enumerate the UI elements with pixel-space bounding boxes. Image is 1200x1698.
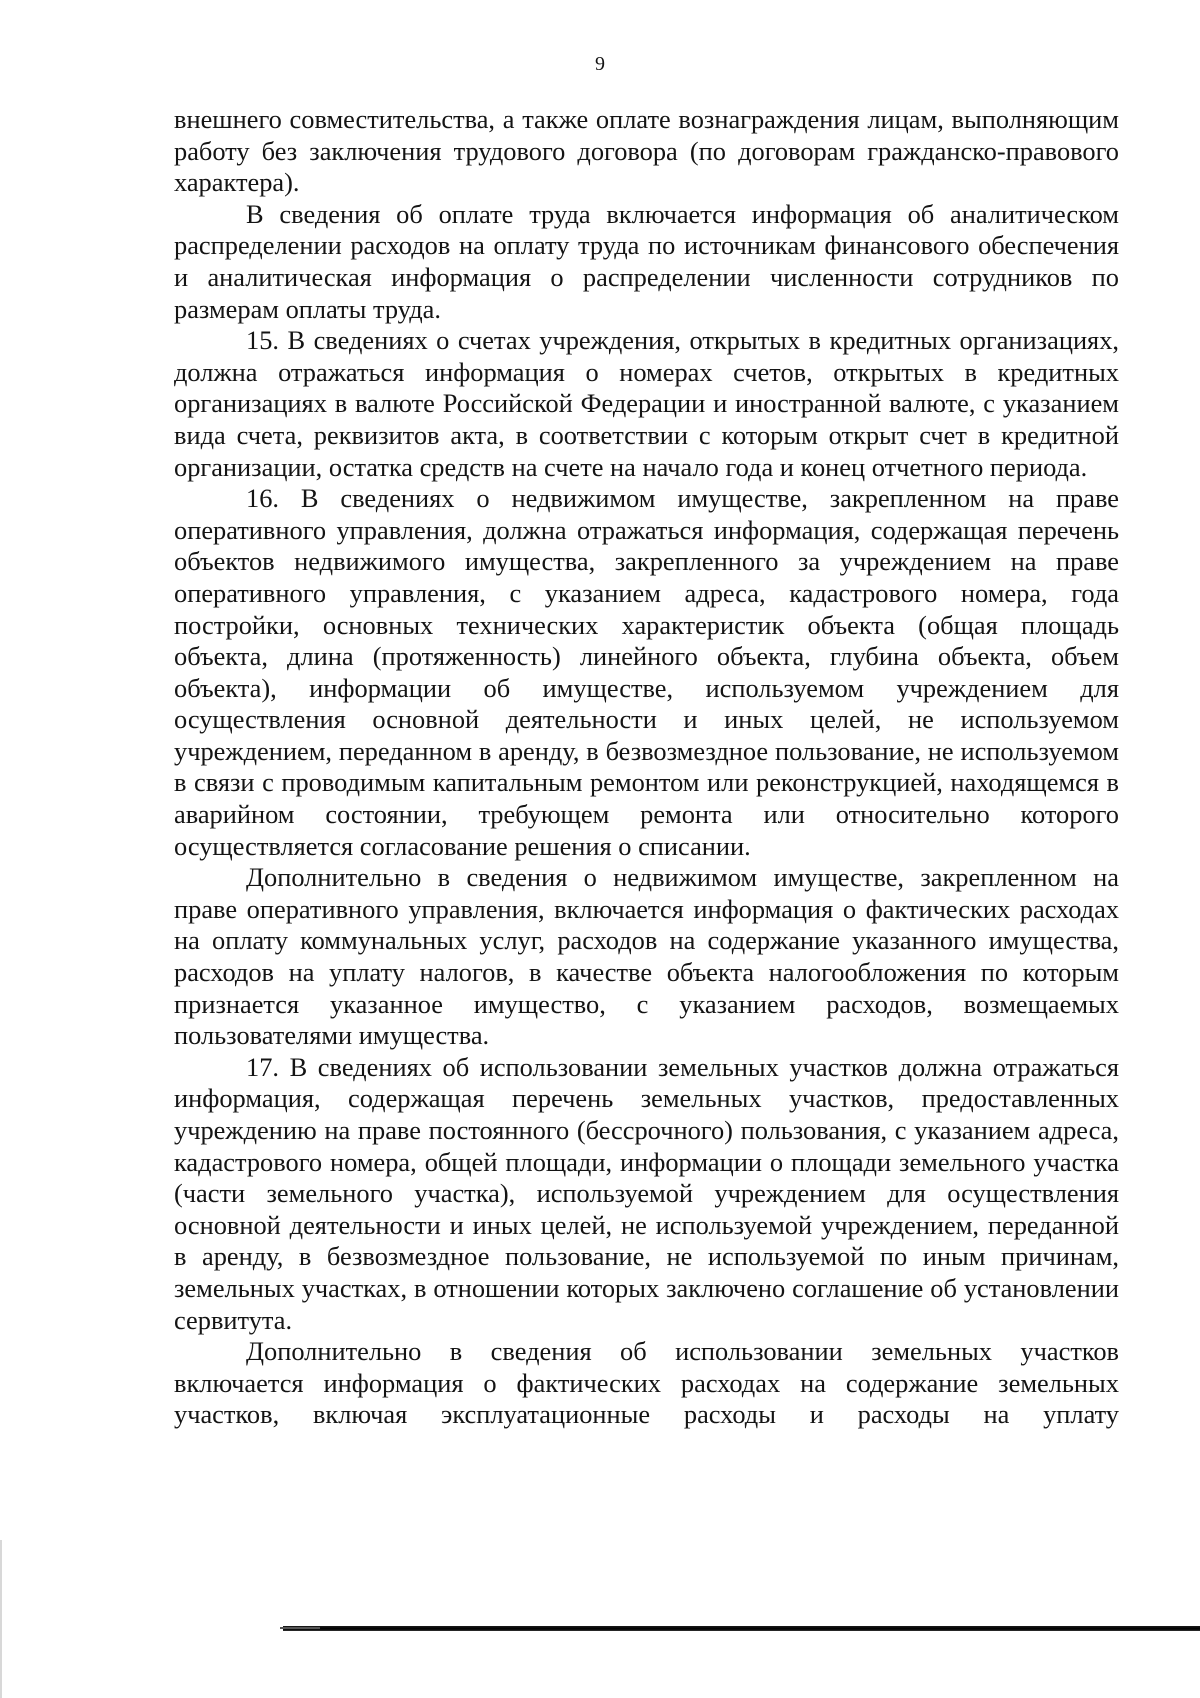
document-body [174, 104, 1119, 1431]
paragraph-payroll-info: В сведения об оплате труда включается информация об аналитическом распределении расходов на оплату труда по источникам финансового обеспечения и аналитическая информация о распределении численности сотрудников по размерам оплаты труда. [174, 198, 1119, 324]
paragraph-real-estate-expenses: Дополнительно в сведения о недвижимом имуществе, закрепленном на праве оперативного управления, включается информация о фактических расходах на оплату коммунальных услуг, расходов на содержание указанного имущества, расходов на уплату налогов, в качестве объекта налогообложения по которым признается указанное имущество, с указанием расходов, возмещаемых пользователями имущества. [174, 862, 1119, 1051]
scan-left-edge [0, 1540, 2, 1698]
paragraph-16-real-estate: 16. В сведениях о недвижимом имуществе, закрепленном на праве оперативного управления, должна отражаться информация, содержащая перечень объектов недвижимого имущества, закрепленного за учреждением на праве оперативного управления, с указанием адреса, кадастрового номера, года постройки, основных технических характеристик объекта (общая площадь объекта, длина (протяженность) линейного объекта, глубина объекта, объем объекта), информации об имуществе, используемом учреждением для осуществления основной деятельности и иных целей, не используемом учреждением, переданном в аренду, в безвозмездное пользование, не используемом в связи с проводимым капитальным ремонтом или реконструкцией, находящемся в аварийном состоянии, требующем ремонта или относительно которого осуществляется согласование решения о списании. [174, 483, 1119, 861]
paragraph-continuation: внешнего совместительства, а также оплате вознаграждения лицам, выполняющим работу без заключения трудового договора (по договорам гражданско-правового характера). [174, 104, 1119, 198]
page-number: 9 [595, 53, 605, 75]
scan-edge-line [283, 1626, 1200, 1631]
paragraph-15-accounts: 15. В сведениях о счетах учреждения, открытых в кредитных организациях, должна отражаться информация о номерах счетов, открытых в кредитных организациях в валюте Российской Федерации и иностранной валюте, с указанием вида счета, реквизитов акта, в соответствии с которым открыт счет в кредитной организации, остатка средств на счете на начало года и конец отчетного периода. [174, 325, 1119, 482]
paragraph-17-land-plots: 17. В сведениях об использовании земельных участков должна отражаться информация, содержащая перечень земельных участков, предоставленных учреждению на праве постоянного (бессрочного) пользования, с указанием адреса, кадастрового номера, общей площади, информации о площади земельного участка (части земельного участка), используемой учреждением для осуществления основной деятельности и иных целей, не используемой учреждением, переданной в аренду, в безвозмездное пользование, не используемой по иным причинам, земельных участках, в отношении которых заключено соглашение об установлении сервитута. [174, 1051, 1119, 1335]
paragraph-land-expenses: Дополнительно в сведения об использовании земельных участков включается информация о фактических расходах на содержание земельных участков, включая эксплуатационные расходы и расходы на уплату [174, 1336, 1119, 1430]
